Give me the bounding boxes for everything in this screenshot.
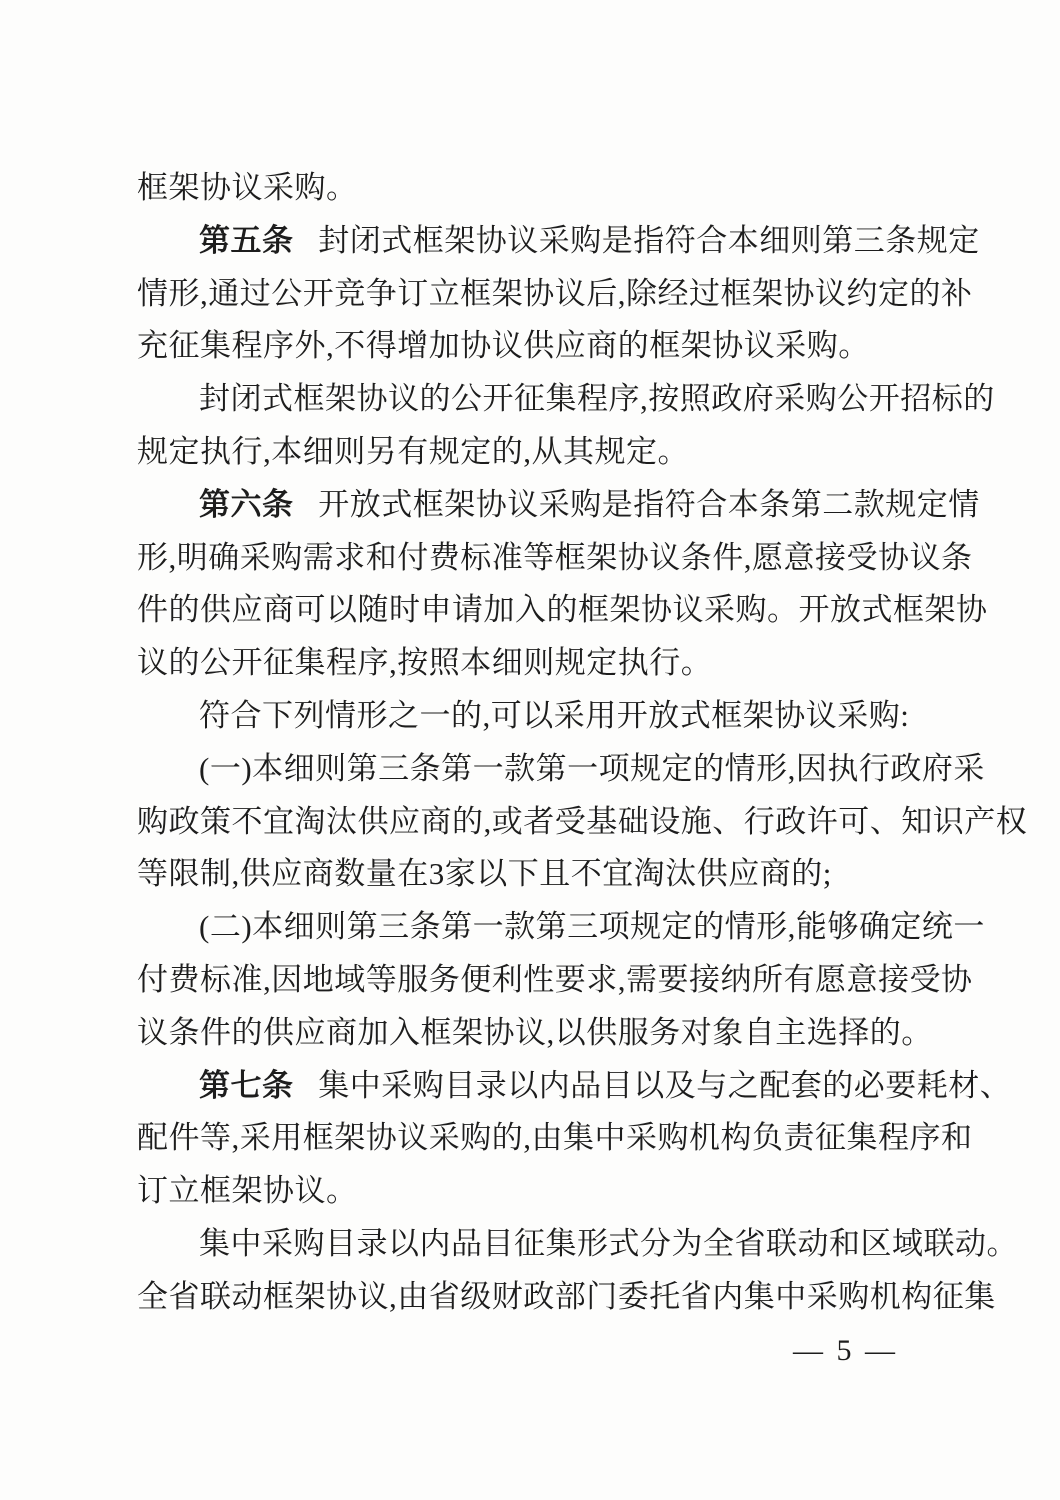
line-text: 配件等,采用框架协议采购的,由集中采购机构负责征集程序和 [137, 1120, 973, 1156]
line-text: 集中采购目录以内品目征集形式分为全省联动和区域联动。 [199, 1225, 1018, 1261]
line-text: 情形,通过公开竞争订立框架协议后,除经过框架协议约定的补 [137, 275, 973, 311]
line-text: 框架协议采购。 [137, 170, 358, 205]
page-number: — 5 — [793, 1334, 898, 1367]
text-line [137, 954, 973, 1007]
text-line [137, 268, 973, 321]
text-line [137, 1007, 943, 1060]
line-text: 购政策不宜淘汰供应商的,或者受基础设施、行政许可、知识产权 [137, 803, 1028, 839]
paragraph-start-line [137, 690, 943, 743]
item-2-line [137, 901, 985, 954]
line-text: 封闭式框架协议的公开征集程序,按照政府采购公开招标的 [199, 381, 995, 417]
line-text: 封闭式框架协议采购是指符合本细则第三条规定 [318, 222, 980, 258]
text-line [137, 320, 943, 373]
line-text: 等限制,供应商数量在3家以下且不宜淘汰供应商的; [137, 856, 832, 892]
article-5-heading-line [137, 215, 980, 268]
text-line [137, 1271, 996, 1324]
item-1-line [137, 743, 985, 796]
line-text: 规定执行,本细则另有规定的,从其规定。 [137, 433, 689, 469]
document-body [137, 162, 1028, 1324]
line-text: 议的公开征集程序,按照本细则规定执行。 [137, 645, 713, 681]
line-text: 件的供应商可以随时申请加入的框架协议采购。开放式框架协 [137, 592, 988, 628]
paragraph-start-line [137, 1218, 1018, 1271]
line-text: 集中采购目录以内品目以及与之配套的必要耗材、 [318, 1067, 1012, 1103]
line-text: 订立框架协议。 [137, 1173, 358, 1209]
text-line [137, 796, 1028, 849]
line-text: 付费标准,因地域等服务便利性要求,需要接纳所有愿意接受协 [137, 961, 973, 997]
line-text: 议条件的供应商加入框架协议,以供服务对象自主选择的。 [137, 1014, 933, 1050]
text-line [137, 426, 943, 479]
article-6-number: 第六条 [199, 486, 294, 522]
line-text: 符合下列情形之一的,可以采用开放式框架协议采购: [199, 697, 910, 733]
line-text: (一)本细则第三条第一款第一项规定的情形,因执行政府采 [199, 750, 985, 786]
article-7-number: 第七条 [199, 1067, 294, 1103]
article-5-number: 第五条 [199, 222, 294, 258]
line-text: 形,明确采购需求和付费标准等框架协议条件,愿意接受协议条 [137, 539, 973, 575]
paragraph-start-line [137, 373, 995, 426]
text-line [137, 1165, 943, 1218]
line-text: 开放式框架协议采购是指符合本条第二款规定情 [318, 486, 980, 522]
text-line [137, 637, 943, 690]
line-text: 全省联动框架协议,由省级财政部门委托省内集中采购机构征集 [137, 1278, 996, 1314]
text-line [137, 848, 943, 901]
article-7-heading-line [137, 1060, 1012, 1113]
line-text: 充征集程序外,不得增加协议供应商的框架协议采购。 [137, 328, 870, 364]
text-line [137, 532, 973, 585]
text-line [137, 584, 988, 637]
text-line [137, 162, 943, 215]
article-6-heading-line [137, 479, 980, 532]
text-line [137, 1112, 973, 1165]
line-text: (二)本细则第三条第一款第三项规定的情形,能够确定统一 [199, 909, 985, 945]
